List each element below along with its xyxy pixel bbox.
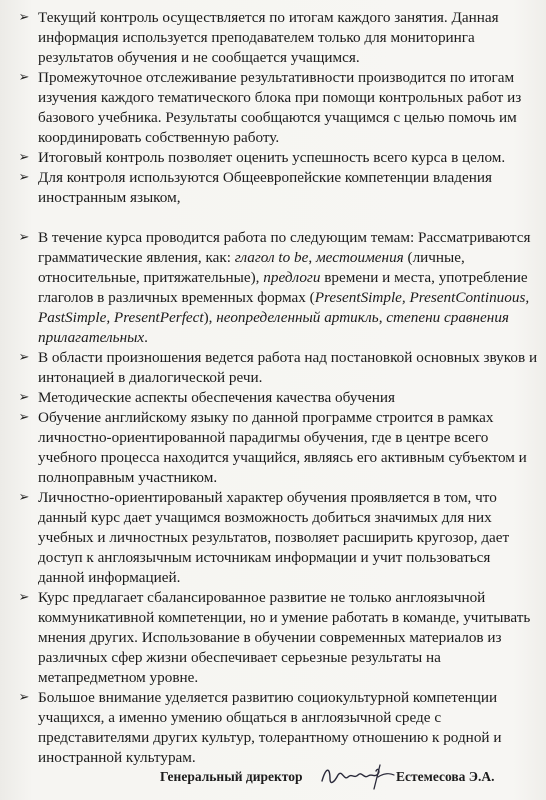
list-item: [10, 348, 540, 388]
arrow-bullet-icon: ➢: [18, 170, 30, 185]
bullet-list: [10, 8, 540, 768]
list-item: [10, 588, 540, 688]
arrow-bullet-icon: ➢: [18, 490, 30, 505]
signature-block: [160, 765, 540, 789]
arrow-bullet-icon: ➢: [18, 690, 30, 705]
list-item: [10, 488, 540, 588]
grammar-term: неопределенный артикль, степени сравнения прилагательных: [38, 309, 509, 346]
item-text-topics: [38, 229, 530, 346]
signatory-title: Генеральный директор: [160, 769, 303, 784]
text-run: времени и места, употребление глаголов в различных временных формах (: [38, 269, 528, 306]
item-text: В области произношения ведется работа над постановкой основных звуков и интонацией в диалогической речи.: [38, 349, 538, 386]
item-text: Методические аспекты обеспечения качества обучения: [38, 389, 395, 406]
arrow-bullet-icon: ➢: [18, 410, 30, 425]
list-item: [10, 68, 540, 148]
item-text: Обучение английскому языку по данной программе строится в рамках личностно-ориентированной парадигмы обучения, где в центре всего учебного процесса находится учащийся, являясь его активным субъектом и полноправным участником.: [38, 409, 527, 486]
list-item: [10, 168, 540, 208]
text-run: ),: [203, 309, 217, 326]
item-text: Личностно-ориентированый характер обучения проявляется в том, что данный курс дает учащимся возможность добиться значимых для них учебных и личностных результатов, позволяет расширить кругозор, дает доступ к англоязычным источникам информации и учит пользоваться данной информацией.: [38, 489, 510, 586]
text-run: .: [144, 329, 148, 346]
arrow-bullet-icon: ➢: [18, 70, 30, 85]
item-text: Для контроля используются Общеевропейские компетенции владения иностранным языком,: [38, 169, 492, 206]
signatory-name: Естемесова Э.А.: [396, 769, 495, 784]
arrow-bullet-icon: ➢: [18, 10, 30, 25]
item-text: Итоговый контроль позволяет оценить успешность всего курса в целом.: [38, 149, 506, 166]
list-item: [10, 408, 540, 488]
arrow-bullet-icon: ➢: [18, 590, 30, 605]
handwritten-signature: [318, 761, 396, 791]
item-text: Текущий контроль осуществляется по итогам каждого занятия. Данная информация используется преподавателем только для мониторинга результатов обучения и не сообщается учащимся.: [38, 9, 499, 66]
text-run: (личные, относительные, притяжательные),: [38, 249, 465, 286]
grammar-term: местоимения: [315, 249, 404, 266]
arrow-bullet-icon: ➢: [18, 150, 30, 165]
grammar-term: глагол to be: [234, 249, 309, 266]
grammar-term: предлоги: [263, 269, 321, 286]
item-text: Курс предлагает сбалансированное развитие не только англоязычной коммуникативной компетенции, но и умение работать в команде, учитывать мнения других. Использование в обучении современных материалов из различных сфер жизни обеспечивает серьезные результаты на метапредметном уровне.: [38, 589, 531, 686]
list-item: [10, 8, 540, 68]
list-item: [10, 228, 540, 348]
arrow-bullet-icon: ➢: [18, 390, 30, 405]
text-run: ,: [308, 249, 316, 266]
list-item: [10, 688, 540, 768]
text-run: В течение курса проводится работа по следующим темам: Рассматриваются грамматические явления, как:: [38, 229, 531, 266]
list-item: [10, 148, 540, 168]
arrow-bullet-icon: ➢: [18, 350, 30, 365]
arrow-bullet-icon: ➢: [18, 230, 30, 245]
grammar-term: PresentSimple, PresentContinuous, PastSimple, PresentPerfect: [38, 289, 530, 326]
list-item: [10, 388, 540, 408]
item-text: Промежуточное отслеживание результативности производится по итогам изучения каждого тематического блока при помощи контрольных работ из базового учебника. Результаты сообщаются учащимся с целью помочь им координировать собственную работу.: [38, 69, 522, 146]
item-text: Большое внимание уделяется развитию социокультурной компетенции учащихся, а именно умению общаться в англоязычной среде с представителями других культур, толерантному отношению к родной и иностранной культурам.: [38, 689, 502, 766]
